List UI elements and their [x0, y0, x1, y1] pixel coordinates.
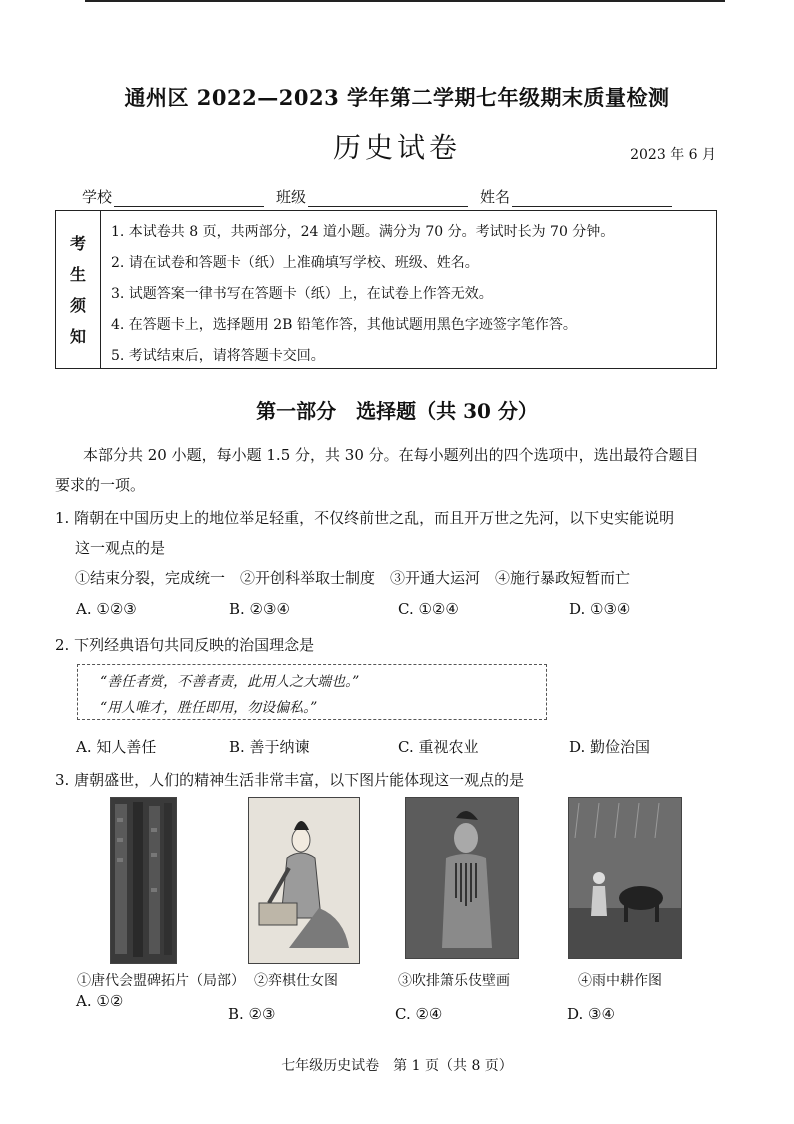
notice-item: 2. 请在试卷和答题卡（纸）上准确填写学校、班级、姓名。 [111, 255, 479, 271]
notice-head-char: 知 [69, 326, 86, 346]
class-label: 班级 [276, 188, 307, 206]
student-info-fields [82, 186, 684, 207]
notice-item: 4. 在答题卡上，选择题用 2B 铅笔作答，其他试题用黑色字迹签字笔作答。 [111, 317, 577, 333]
ploughing-in-rain-image [568, 797, 682, 959]
section-intro [55, 440, 725, 500]
name-blank[interactable] [512, 188, 672, 207]
top-rule [85, 0, 725, 2]
question-stem: 3. 唐朝盛世，人们的精神生活非常丰富，以下图片能体现这一观点的是 [55, 771, 525, 789]
question-3 [55, 765, 735, 795]
option-b[interactable]: B. ②③ [228, 1005, 276, 1023]
option-a[interactable]: A. ①②③ [76, 600, 137, 618]
candidate-notice-box [55, 210, 717, 369]
go-playing-lady-image [248, 797, 360, 964]
notice-list [101, 211, 716, 368]
school-blank[interactable] [114, 188, 264, 207]
school-field[interactable] [82, 186, 264, 207]
option-b[interactable]: B. ②③④ [229, 600, 290, 618]
question-stem: 这一观点的是 [75, 539, 166, 557]
option-d[interactable]: D. 勤俭治国 [569, 738, 651, 756]
intro-line: 本部分共 20 小题，每小题 1.5 分，共 30 分。在每小题列出的四个选项中，选出最符合题目 [83, 446, 699, 464]
class-blank[interactable] [308, 188, 468, 207]
name-label: 姓名 [480, 188, 511, 206]
option-a[interactable]: A. ①② [76, 992, 124, 1010]
notice-item: 3. 试题答案一律书写在答题卡（纸）上，在试卷上作答无效。 [111, 286, 493, 302]
exam-title: 通州区 2022—2023 学年第二学期七年级期末质量检测 [124, 85, 670, 110]
exam-date: 2023 年 6 月 [630, 147, 716, 163]
question-2 [55, 630, 735, 660]
option-c[interactable]: C. 重视农业 [398, 738, 479, 756]
section-one-title: 第一部分 选择题（共 30 分） [256, 399, 538, 423]
caption-2: ②弈棋仕女图 [254, 973, 338, 989]
intro-line: 要求的一项。 [55, 476, 146, 494]
quote-line: “善任者赏，不善者责，此用人之大端也。” [100, 674, 360, 690]
option-b[interactable]: B. 善于纳谏 [229, 738, 310, 756]
option-d[interactable]: D. ①③④ [569, 600, 631, 618]
option-d[interactable]: D. ③④ [567, 1005, 615, 1023]
school-label: 学校 [82, 188, 113, 206]
notice-head-char: 考 [69, 233, 86, 253]
caption-4: ④雨中耕作图 [578, 973, 662, 989]
notice-item: 5. 考试结束后，请将答题卡交回。 [111, 348, 325, 364]
caption-3: ③吹排箫乐伎壁画 [398, 973, 510, 989]
question-1 [55, 503, 735, 593]
quote-box [77, 664, 547, 720]
option-a[interactable]: A. 知人善任 [76, 738, 157, 756]
class-field[interactable] [276, 186, 468, 207]
name-field[interactable] [480, 186, 672, 207]
subject-title: 历史试卷 [332, 131, 461, 164]
notice-head-char: 须 [69, 295, 86, 315]
question-stem: 1. 隋朝在中国历史上的地位举足轻重，不仅终前世之乱，而且开万世之先河，以下史实能说明 [55, 509, 675, 527]
notice-item: 1. 本试卷共 8 页，共两部分，24 道小题。满分为 70 分。考试时长为 70 分钟。 [111, 224, 615, 240]
page-footer: 七年级历史试卷 第 1 页（共 8 页） [281, 1058, 513, 1074]
musician-mural-image [405, 797, 519, 959]
question-items: ①结束分裂，完成统一 ②开创科举取士制度 ③开通大运河 ④施行暴政短暂而亡 [75, 569, 631, 587]
option-c[interactable]: C. ②④ [395, 1005, 443, 1023]
stele-rubbing-image [110, 797, 177, 964]
notice-head-char: 生 [69, 264, 86, 284]
caption-1: ①唐代会盟碑拓片（局部） [77, 973, 245, 989]
option-c[interactable]: C. ①②④ [398, 600, 459, 618]
quote-line: “用人唯才，胜任即用，勿设偏私。” [100, 700, 318, 716]
notice-heading [56, 211, 101, 368]
question-stem: 2. 下列经典语句共同反映的治国理念是 [55, 636, 315, 654]
